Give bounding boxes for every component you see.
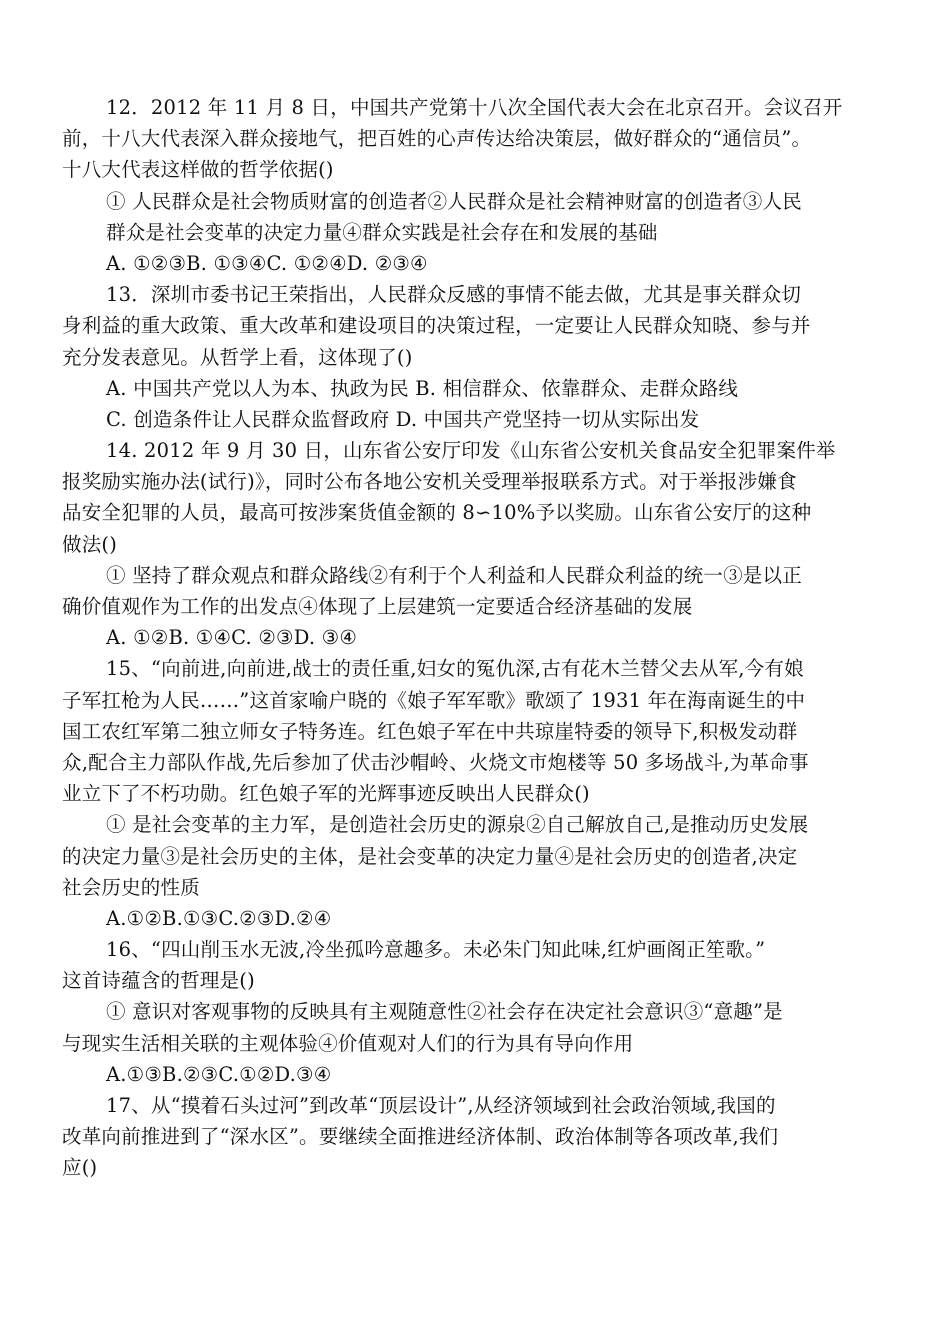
text-line: 社会历史的性质 — [62, 875, 200, 899]
text-line: 确价值观作为工作的出发点④体现了上层建筑一定要适合经济基础的发展 — [62, 595, 693, 618]
text-line: 15、“向前进,向前进,战士的责任重,妇女的冤仇深,古有花木兰替父去从军,今有娘 — [106, 657, 804, 681]
text-line: 这首诗蕴含的哲理是() — [62, 969, 255, 993]
document-page — [62, 92, 912, 1184]
text-line: 16、“四山削玉水无波,冷坐孤吟意趣多。未必朱门知此味,红炉画阁正笙歌。” — [106, 938, 766, 962]
text-line: 身利益的重大政策、重大改革和建设项目的决策过程，一定要让人民群众知晓、参与并 — [62, 314, 811, 338]
text-line: 报奖励实施办法(试行)》，同时公布各地公安机关受理举报联系方式。对于举报涉嫌食 — [62, 470, 797, 494]
answer-options: A. 中国共产党以人为本、执政为民 B. 相信群众、依靠群众、走群众路线 — [106, 376, 739, 400]
text-line: 品安全犯罪的人员，最高可按涉案货值金额的 8∽10%予以奖励。山东省公安厅的这种 — [62, 501, 812, 525]
text-line: 12．2012 年 11 月 8 日，中国共产党第十八次全国代表大会在北京召开。会议召开 — [106, 96, 843, 119]
text-line: 众,配合主力部队作战,先后参加了伏击沙帽岭、火烧文市炮楼等 50 多场战斗,为革命事 — [62, 750, 809, 774]
text-line: 群众是社会变革的决定力量④群众实践是社会存在和发展的基础 — [106, 220, 658, 244]
text-line: 17、从“摸着石头过河”到改革“顶层设计”,从经济领域到社会政治领域,我国的 — [106, 1094, 776, 1117]
answer-options: A.①③B.②③C.①②D.③④ — [106, 1062, 332, 1086]
text-line: 应() — [62, 1156, 98, 1180]
answer-options: A. ①②③B. ①③④C. ①②④D. ②③④ — [106, 251, 428, 275]
text-line: 子军扛枪为人民……”这首家喻户晓的《娘子军军歌》歌颂了 1931 年在海南诞生的中 — [62, 688, 806, 712]
text-line: 14. 2012 年 9 月 30 日，山东省公安厅印发《山东省公安机关食品安全犯罪案件举 — [106, 439, 836, 463]
text-line: 国工农红军第二独立师女子特务连。红色娘子军在中共琼崖特委的领导下,积极发动群 — [62, 719, 798, 743]
answer-options: C. 创造条件让人民群众监督政府 D. 中国共产党坚持一切从实际出发 — [106, 407, 700, 431]
text-line: 13．深圳市委书记王荣指出，人民群众反感的事情不能去做，尤其是事关群众切 — [106, 283, 802, 307]
text-line: 与现实生活相关联的主观体验④价值观对人们的行为具有导向作用 — [62, 1031, 634, 1055]
text-line: 充分发表意见。从哲学上看，这体现了() — [62, 345, 413, 369]
text-line: ① 意识对客观事物的反映具有主观随意性②社会存在决定社会意识③“意趣”是 — [106, 1000, 783, 1024]
text-line: 十八大代表这样做的哲学依据() — [62, 158, 334, 182]
text-line: 业立下了不朽功勋。红色娘子军的光辉事迹反映出人民群众() — [62, 782, 590, 806]
text-line: ① 坚持了群众观点和群众路线②有利于个人利益和人民群众利益的统一③是以正 — [106, 563, 802, 587]
text-line: 前，十八大代表深入群众接地气，把百姓的心声传达给决策层，做好群众的“通信员”。 — [62, 127, 812, 151]
text-line: ① 人民群众是社会物质财富的创造者②人民群众是社会精神财富的创造者③人民 — [106, 189, 802, 213]
text-line: 做法() — [62, 532, 118, 556]
text-line: ① 是社会变革的主力军，是创造社会历史的源泉②自己解放自己,是推动历史发展 — [106, 813, 809, 837]
answer-options: A. ①②B. ①④C. ②③D. ③④ — [106, 626, 358, 650]
answer-options: A.①②B.①③C.②③D.②④ — [106, 906, 332, 930]
text-line: 改革向前推进到了“深水区”。要继续全面推进经济体制、政治体制等各项改革,我们 — [62, 1125, 779, 1149]
text-line: 的决定力量③是社会历史的主体，是社会变革的决定力量④是社会历史的创造者,决定 — [62, 844, 798, 868]
